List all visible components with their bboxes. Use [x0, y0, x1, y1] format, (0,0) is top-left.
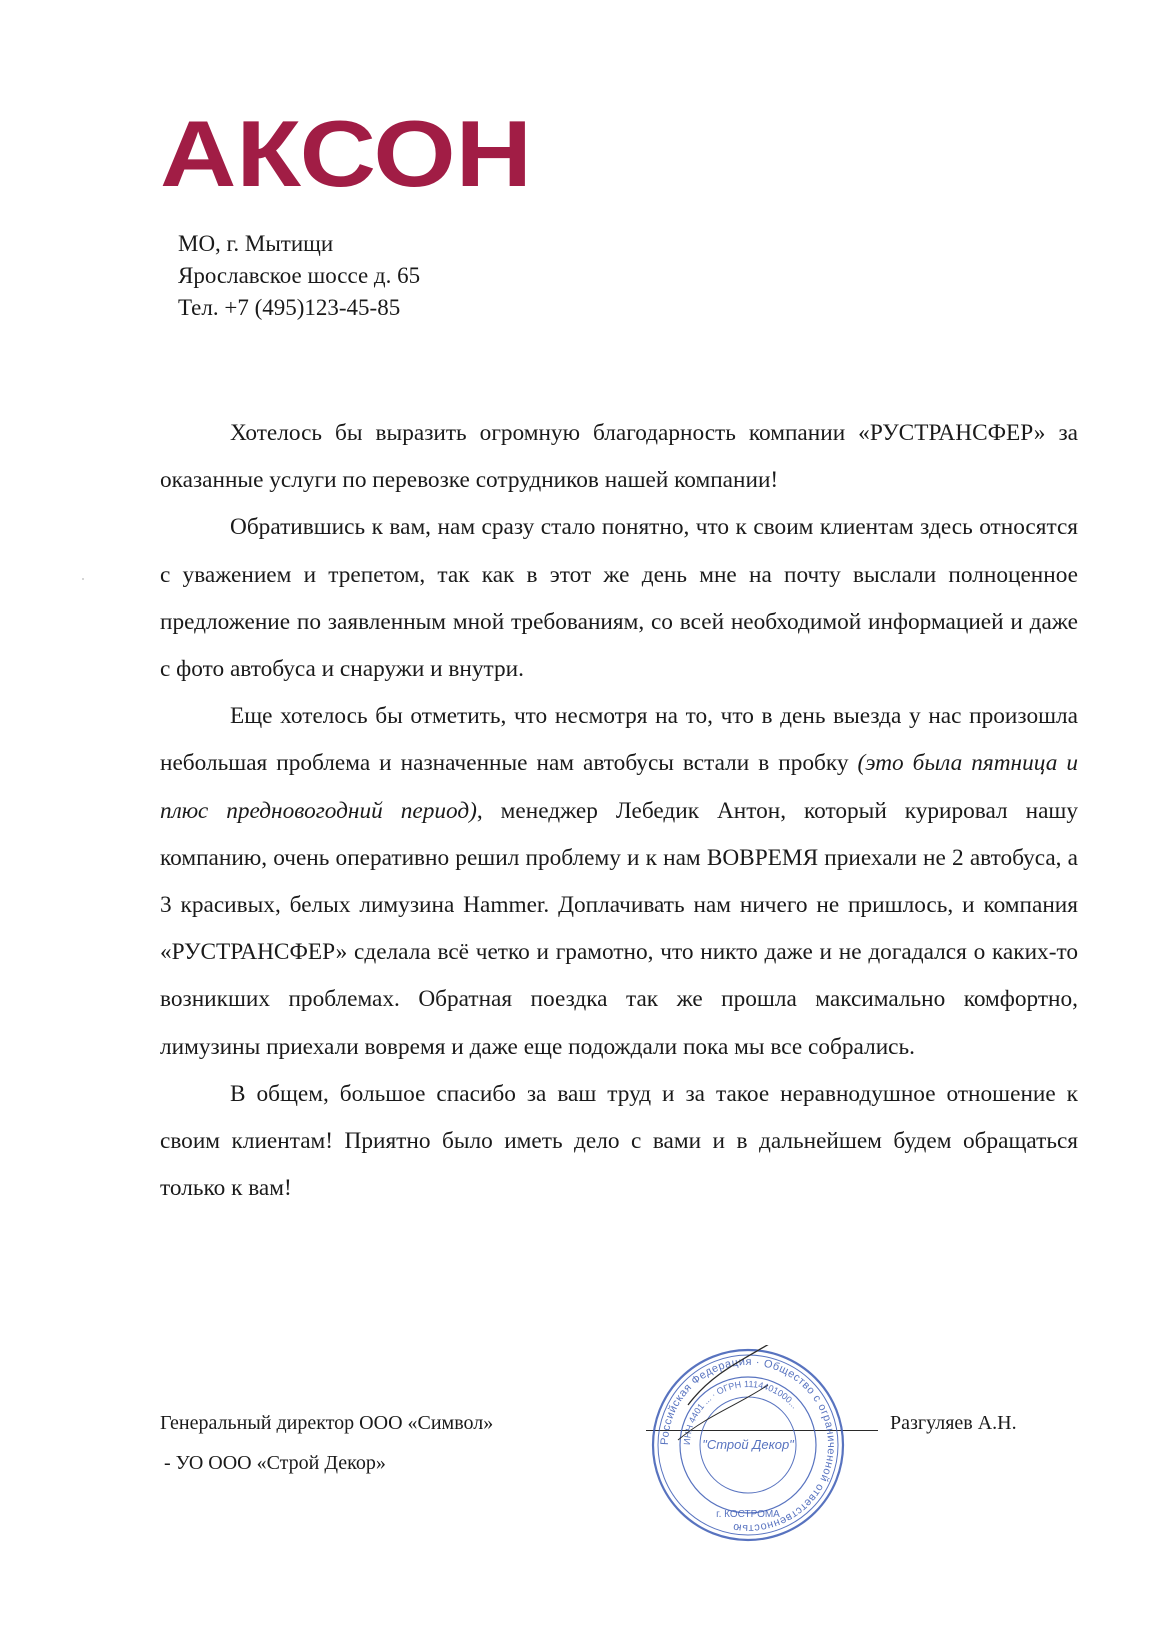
seal-outer-text: Российская Федерация · Общество с ограниченной ответственностью — [658, 1355, 838, 1535]
scan-speck — [82, 578, 84, 580]
svg-text:ИНН 4401 ... · ОГРН 1114401000 — [682, 1379, 800, 1445]
letter-body — [160, 410, 1078, 1212]
address-phone: Тел. +7 (495)123-45-85 — [178, 295, 401, 320]
seal-inner-text: ИНН 4401 ... · ОГРН 1114401000... — [681, 1378, 800, 1446]
signatory-organization: - УО ООО «Строй Декор» — [164, 1452, 386, 1474]
paragraph-incident-end: , менеджер Лебедик Антон, который курировал нашу компанию, очень оперативно решил проблему и к нам ВОВРЕМЯ приехали не 2 автобуса, а 3 красивых, белых лимузина Hammer. Доплачивать нам ничего не пришлось, и компания «РУСТРАНСФЕР» сделала всё четко и грамотно, что никто даже и не догадался о каких-то возникших проблемах. Обратная поездка так же прошла максимально комфортно, лимузины приехали вовремя и даже еще подождали пока мы все собрались. — [160, 797, 1078, 1060]
paragraph-incident-start: Еще хотелось бы отметить, что несмотря на то, что в день выезда у нас произошла небольшая проблема и назначенные нам автобусы встали в пробку — [160, 703, 1078, 777]
address-city: МО, г. Мытищи — [178, 231, 334, 256]
address-street: Ярославское шоссе д. 65 — [178, 263, 421, 288]
paragraph-incident-note: (это была пятница и плюс предновогодний период) — [160, 750, 1078, 824]
signatory-name: Разгуляев А.Н. — [890, 1412, 1017, 1434]
company-address — [178, 228, 420, 324]
paragraph-first-impression: Обратившись к вам, нам сразу стало понятно, что к своим клиентам здесь относятся с уважением и трепетом, так как в этот же день мне на почту выслали полноценное предложение по заявленным мной требованиям, со всей необходимой информацией и даже с фото автобуса и снаружи и внутри. — [160, 514, 1078, 683]
company-seal — [648, 1345, 848, 1545]
seal-city-text: г. КОСТРОМА — [716, 1509, 780, 1520]
company-logo — [160, 110, 560, 200]
paragraph-closing: В общем, большое спасибо за ваш труд и за такое неравнодушное отношение к своим клиентам! Приятно было иметь дело с вами и в дальнейшем будем обращаться только к вам! — [160, 1080, 1078, 1202]
logo-wordmark: АКСОН — [160, 110, 532, 200]
paragraph-gratitude: Хотелось бы выразить огромную благодарность компании «РУСТРАНСФЕР» за оказанные услуги по перевозке сотрудников нашей компании! — [160, 420, 1078, 494]
signatory-position: Генеральный директор ООО «Символ» — [160, 1412, 494, 1434]
seal-center-text: "Строй Декор" — [702, 1437, 794, 1452]
paragraph-incident — [160, 693, 1078, 1071]
